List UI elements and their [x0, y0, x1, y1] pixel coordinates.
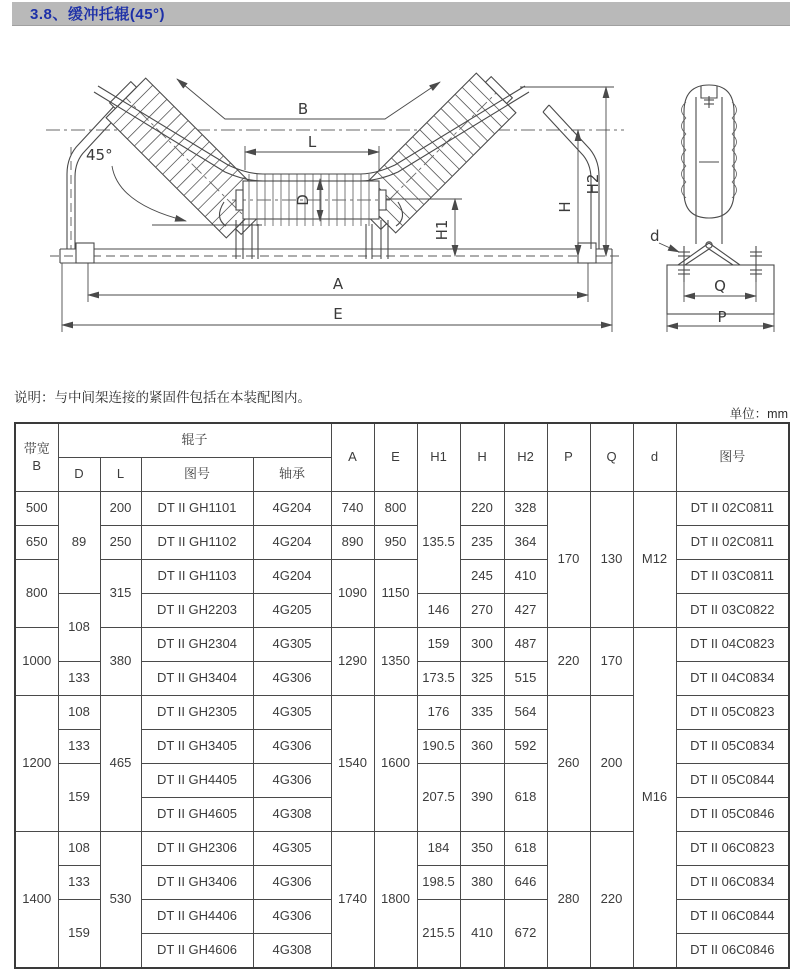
- dim-label-h1: H1: [433, 219, 451, 241]
- table-cell: 380: [100, 628, 141, 696]
- table-cell: 135.5: [417, 492, 460, 594]
- table-cell: M16: [633, 628, 676, 969]
- table-cell: DT II 06C0846: [676, 934, 789, 969]
- dim-label-d-roller: D: [294, 194, 312, 206]
- table-row: [15, 628, 789, 662]
- table-cell: DT II GH1102: [141, 526, 253, 560]
- table-cell: 159: [417, 628, 460, 662]
- section-title: 3.8、缓冲托辊(45°): [30, 6, 166, 23]
- table-cell: 364: [504, 526, 547, 560]
- col-header-roller-no: 图号: [141, 458, 253, 492]
- table-cell: 173.5: [417, 662, 460, 696]
- table-cell: 800: [15, 560, 58, 628]
- table-cell: M12: [633, 492, 676, 628]
- table-cell: 260: [547, 696, 590, 832]
- table-cell: 176: [417, 696, 460, 730]
- table-cell: 198.5: [417, 866, 460, 900]
- table-cell: DT II 05C0846: [676, 798, 789, 832]
- col-header-h: H: [460, 423, 504, 492]
- table-cell: DT II GH4405: [141, 764, 253, 798]
- table-cell: DT II GH2203: [141, 594, 253, 628]
- note-text: 说明：与中间架连接的紧固件包括在本装配图内。: [14, 390, 311, 405]
- col-header-bandwidth: [15, 423, 58, 492]
- col-header-h1: H1: [417, 423, 460, 492]
- header-row-1: [15, 423, 789, 458]
- table-cell: 130: [590, 492, 633, 628]
- dim-label-e: E: [333, 305, 343, 323]
- unit-label: 单位：mm: [729, 407, 788, 421]
- table-cell: 646: [504, 866, 547, 900]
- table-cell: 4G305: [253, 832, 331, 866]
- table-cell: DT II GH4606: [141, 934, 253, 969]
- table-cell: 4G306: [253, 662, 331, 696]
- table-cell: DT II GH1101: [141, 492, 253, 526]
- table-cell: 890: [331, 526, 374, 560]
- dim-label-h: H: [556, 201, 574, 213]
- table-cell: 170: [547, 492, 590, 628]
- dim-label-q: Q: [714, 277, 726, 295]
- table-cell: 108: [58, 696, 100, 730]
- col-header-assembly-no: 图号: [676, 423, 789, 492]
- table-cell: 200: [100, 492, 141, 526]
- table-cell: 800: [374, 492, 417, 526]
- table-cell: DT II 05C0834: [676, 730, 789, 764]
- table-cell: 235: [460, 526, 504, 560]
- table-cell: 133: [58, 730, 100, 764]
- table-cell: 1350: [374, 628, 417, 696]
- table-cell: 465: [100, 696, 141, 832]
- table-cell: 1600: [374, 696, 417, 832]
- table-cell: 380: [460, 866, 504, 900]
- col-header-l: L: [100, 458, 141, 492]
- table-cell: 4G204: [253, 492, 331, 526]
- table-cell: 170: [590, 628, 633, 696]
- table-cell: 184: [417, 832, 460, 866]
- table-cell: 410: [504, 560, 547, 594]
- table-cell: 427: [504, 594, 547, 628]
- table-cell: 618: [504, 764, 547, 832]
- table-cell: DT II 03C0822: [676, 594, 789, 628]
- col-header-h2: H2: [504, 423, 547, 492]
- table-cell: 190.5: [417, 730, 460, 764]
- spec-table-body: [15, 492, 789, 969]
- col-header-q: Q: [590, 423, 633, 492]
- table-cell: 4G204: [253, 560, 331, 594]
- table-cell: DT II GH3405: [141, 730, 253, 764]
- table-cell: DT II GH2306: [141, 832, 253, 866]
- table-cell: DT II 05C0823: [676, 696, 789, 730]
- main-view: [46, 67, 624, 263]
- table-cell: 564: [504, 696, 547, 730]
- table-cell: DT II 05C0844: [676, 764, 789, 798]
- table-cell: DT II 02C0811: [676, 492, 789, 526]
- table-cell: 159: [58, 764, 100, 832]
- dim-label-a: A: [332, 275, 344, 293]
- table-cell: 1400: [15, 832, 58, 969]
- dim-label-b: B: [297, 100, 309, 118]
- table-cell: DT II GH2305: [141, 696, 253, 730]
- table-cell: DT II GH2304: [141, 628, 253, 662]
- table-cell: 740: [331, 492, 374, 526]
- side-view: [650, 85, 774, 332]
- table-cell: DT II GH1103: [141, 560, 253, 594]
- table-cell: 618: [504, 832, 547, 866]
- table-cell: 487: [504, 628, 547, 662]
- table-cell: 4G308: [253, 798, 331, 832]
- col-header-e: E: [374, 423, 417, 492]
- section-header-bar: [12, 2, 790, 26]
- table-cell: 592: [504, 730, 547, 764]
- table-cell: 220: [547, 628, 590, 696]
- col-header-roller-group: 辊子: [58, 423, 331, 458]
- table-cell: 108: [58, 594, 100, 662]
- table-cell: 410: [460, 900, 504, 969]
- table-cell: 4G305: [253, 628, 331, 662]
- table-cell: 500: [15, 492, 58, 526]
- table-cell: 1800: [374, 832, 417, 969]
- table-cell: 220: [590, 832, 633, 969]
- table-cell: DT II 06C0834: [676, 866, 789, 900]
- table-cell: 325: [460, 662, 504, 696]
- dim-label-l: L: [307, 133, 317, 151]
- table-cell: DT II 02C0811: [676, 526, 789, 560]
- table-cell: 350: [460, 832, 504, 866]
- table-cell: 328: [504, 492, 547, 526]
- col-header-d: D: [58, 458, 100, 492]
- table-cell: 1000: [15, 628, 58, 696]
- table-cell: 1740: [331, 832, 374, 969]
- table-cell: 530: [100, 832, 141, 969]
- table-cell: 280: [547, 832, 590, 969]
- table-cell: 1090: [331, 560, 374, 628]
- table-cell: 1290: [331, 628, 374, 696]
- table-cell: DT II 06C0823: [676, 832, 789, 866]
- table-cell: 390: [460, 764, 504, 832]
- table-cell: 300: [460, 628, 504, 662]
- table-cell: 1540: [331, 696, 374, 832]
- spec-table: [14, 422, 790, 969]
- dim-label-d-bolt: d: [650, 227, 660, 245]
- table-cell: 4G205: [253, 594, 331, 628]
- table-cell: 950: [374, 526, 417, 560]
- table-cell: 89: [58, 492, 100, 594]
- table-cell: DT II 04C0823: [676, 628, 789, 662]
- table-cell: 220: [460, 492, 504, 526]
- col-header-bearing: 轴承: [253, 458, 331, 492]
- table-cell: DT II GH4406: [141, 900, 253, 934]
- table-cell: 4G306: [253, 764, 331, 798]
- dim-label-angle: 45°: [86, 146, 113, 164]
- table-row: [15, 492, 789, 526]
- table-cell: 4G305: [253, 696, 331, 730]
- dim-label-h2: H2: [584, 173, 602, 195]
- table-cell: 215.5: [417, 900, 460, 969]
- table-cell: 4G308: [253, 934, 331, 969]
- table-cell: 4G204: [253, 526, 331, 560]
- table-cell: 133: [58, 866, 100, 900]
- table-cell: DT II GH3404: [141, 662, 253, 696]
- col-header-bandwidth-line1: 带宽: [23, 441, 50, 457]
- table-cell: 200: [590, 696, 633, 832]
- table-cell: 515: [504, 662, 547, 696]
- table-cell: 108: [58, 832, 100, 866]
- table-cell: 672: [504, 900, 547, 969]
- table-cell: 133: [58, 662, 100, 696]
- table-cell: 207.5: [417, 764, 460, 832]
- table-cell: DT II GH4605: [141, 798, 253, 832]
- table-cell: 245: [460, 560, 504, 594]
- table-cell: 270: [460, 594, 504, 628]
- table-cell: 650: [15, 526, 58, 560]
- table-cell: 1150: [374, 560, 417, 628]
- technical-drawing: [0, 52, 800, 354]
- table-cell: DT II 06C0844: [676, 900, 789, 934]
- col-header-bandwidth-line2: B: [32, 457, 42, 473]
- table-cell: 250: [100, 526, 141, 560]
- col-header-d-bolt: d: [633, 423, 676, 492]
- idler-assembly-drawing: [0, 52, 800, 354]
- table-cell: 4G306: [253, 900, 331, 934]
- table-cell: DT II 03C0811: [676, 560, 789, 594]
- table-cell: 315: [100, 560, 141, 628]
- table-cell: 360: [460, 730, 504, 764]
- col-header-a: A: [331, 423, 374, 492]
- dim-label-p: P: [717, 308, 727, 326]
- table-cell: 1200: [15, 696, 58, 832]
- table-cell: 335: [460, 696, 504, 730]
- table-cell: 159: [58, 900, 100, 969]
- table-cell: DT II 04C0834: [676, 662, 789, 696]
- spec-table-head: [15, 423, 789, 492]
- col-header-p: P: [547, 423, 590, 492]
- table-cell: DT II GH3406: [141, 866, 253, 900]
- table-cell: 4G306: [253, 730, 331, 764]
- table-cell: 4G306: [253, 866, 331, 900]
- table-cell: 146: [417, 594, 460, 628]
